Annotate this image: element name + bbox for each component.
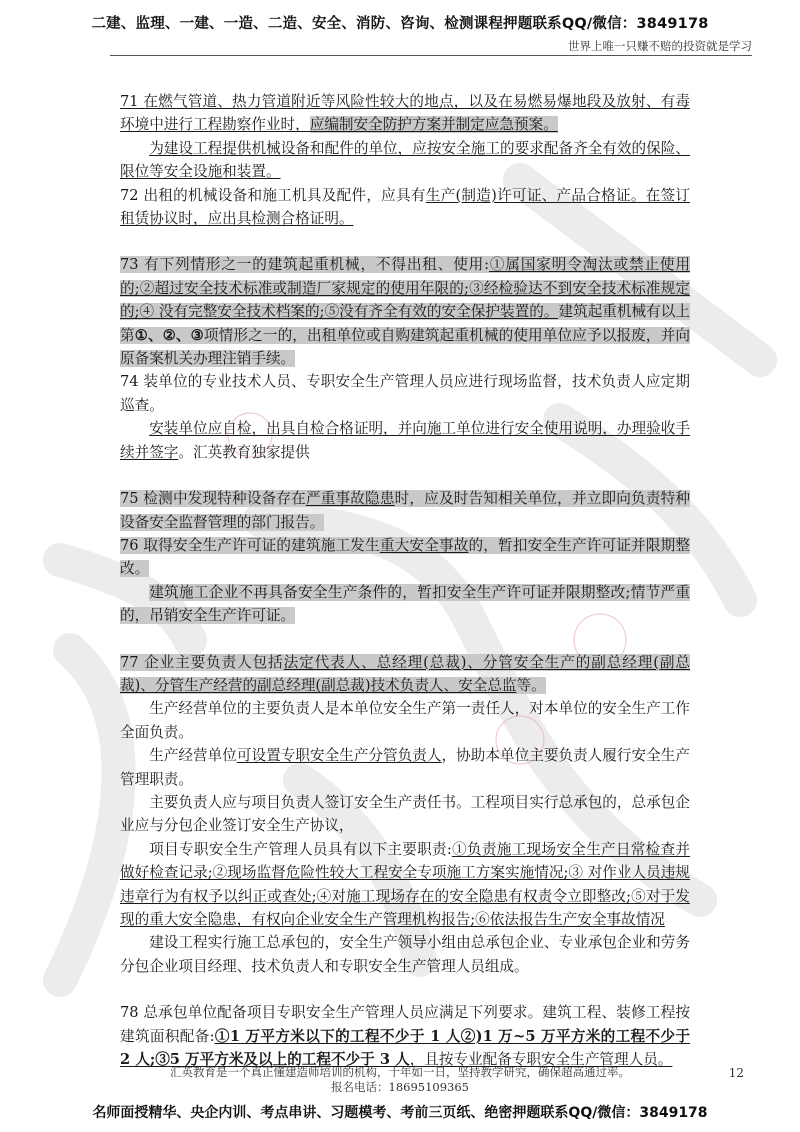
q75-tail: 时，应及时告知相关单位，并立即向负责特种设备安全监督管理的部门报告。 [120, 490, 690, 531]
footer-phone: 报名电话：18695109365 [331, 1080, 469, 1094]
page-number: 12 [728, 1066, 744, 1080]
q77-note-5: 建设工程实行施工总承包的，安全生产领导小组由总承包企业、专业承包企业和劳务分包企业项目经理、技术负责人和专职安全生产管理人员组成。 [120, 934, 690, 975]
q73-conditions: ①属国家明令淘汰或禁止使用的;②超过安全技术标准或制造厂家规定的使用年限的;③经检验达不到安全技术标准规定的;④ 没有完整安全技术档案的;⑤没有齐全有效的安全保护装置的。 [120, 256, 690, 321]
q78-tail: ，且按专业配备专职安全生产管理人员。 [409, 1051, 673, 1069]
q72-paragraph [120, 184, 690, 231]
q72-text: 72 出租的机械设备和施工机具及配件，应具有 [120, 186, 426, 204]
q77-text: 77 企业主要负责人包括 [120, 653, 284, 671]
q77-note-4-text: 项目专职安全生产管理人员具有以下主要职责: [149, 840, 452, 858]
q73-paragraph [120, 253, 690, 370]
q75-text: 75 检测中发现特种设备存在 [120, 490, 306, 508]
header-banner: 二建、监理、一建、一造、二造、安全、消防、咨询、检测课程押题联系QQ/微信：3849178 [91, 16, 709, 32]
header-slogan: 世界上唯一只赚不赔的投资就是学习 [568, 39, 752, 53]
q75-underline: 严重事故隐患 [305, 490, 395, 508]
q78-paragraph [120, 1001, 690, 1071]
q77-paragraph [120, 651, 690, 698]
q74-note-source: 。汇英教育独家提供 [178, 443, 310, 461]
q77-note-3: 主要负责人应与项目负责人签订安全生产责任书。工程项目实行总承包的，总承包企业应与分包企业签订安全生产协议， [120, 793, 690, 835]
q71-note [120, 137, 690, 184]
q78-text: 78 总承包单位配备项目专职安全生产管理人员应满足下列要求。建筑工程、装修工程按建筑面积配备: [120, 1004, 690, 1045]
q78-requirements: ①1 万平方米以下的工程不少于 1 人②)1 万~5 万平方米的工程不少于 2 人;③5 万平方米及以上的工程不少于 3 人 [120, 1027, 690, 1069]
q77-note-2 [120, 744, 690, 791]
q76-text: 76 取得安全生产许可证的建筑施工发生 [120, 536, 380, 554]
q73-tail: 项情形之一的，出租单位或自购建筑起重机械的使用单位应予以报废，并向原备案机关办理注销手续。 [120, 326, 690, 368]
q75-paragraph [120, 487, 690, 534]
q74-note [120, 417, 690, 464]
q71-text: 71 在燃气管道、热力管道附近等风险性较大的地点，以及在易燃易爆地段及放射、有毒环境中进行工程勘察作业时， [120, 93, 690, 134]
q71-highlight: 应编制安全防护方案并制定应急预案。 [309, 116, 558, 134]
q73-text: 73 有下列情形之一的建筑起重机械，不得出租、使用: [120, 256, 490, 274]
q71-note-text: 为建设工程提供机械设备和配件的单位，应按安全施工的要求配备齐全有效的保险、限位等安全设施和装置。 [120, 139, 690, 181]
footer-intro-text: 汇英教育是一个真正懂建造师培训的机构，十年如一日，坚持教学研究，确保超高通过率。 [170, 1065, 630, 1079]
q76-note-text: 建筑施工企业不再具备安全生产条件的，暂扣安全生产许可证并限期整改;情节严重的，吊销安全生产许可证。 [120, 583, 690, 625]
q73-rule: 建筑起重机械有以上第 [120, 303, 690, 344]
q77-underline: 法定代表人、总经理(总裁)、分管安全生产的副总经理(副总裁)、分管生产经营的副总经理(副总裁)技术负责人、安全总监 [120, 653, 690, 694]
q71-paragraph [120, 90, 690, 137]
q77-note-2-tail: ，协助本单位主要负责人履行安全生产管理职责。 [120, 747, 690, 788]
q73-items: ①、②、③ [134, 326, 204, 344]
q77-note-2-text: 生产经营单位 [149, 747, 237, 765]
header-divider [110, 55, 752, 56]
footer-banner: 名师面授精华、央企内训、考点串讲、习题模考、考前三页纸、绝密押题联系QQ/微信：3849178 [92, 1105, 708, 1121]
q77-note-2-underline: 可设置专职安全生产分管负责人 [236, 747, 442, 765]
q74-note-text: 安装单位应自检，出具自检合格证明，并向施工单位进行安全使用说明，办理验收手续并签字 [120, 420, 690, 461]
document-body [120, 90, 690, 1071]
q77-note-1: 生产经营单位的主要负责人是本单位安全生产第一责任人，对本单位的安全生产工作全面负责。 [120, 700, 690, 741]
q76-tail: 的，暂扣安全生产许可证并限期整改。 [120, 536, 690, 578]
q72-tail: 。在签订租赁协议时，应出具检测合格证明。 [120, 186, 690, 228]
q74-paragraph: 74 装单位的专业技术人员、专职安全生产管理人员应进行现场监督，技术负责人应定期巡查。 [120, 373, 690, 414]
q76-underline: 重大安全事故 [379, 536, 469, 554]
q72-underline: 生产(制造)许可证、产品合格证 [425, 186, 631, 204]
q77-note-4-duties: ①负责施工现场安全生产日常检查并做好检查记录;②现场监督危险性较大工程安全专项施工方案实施情况;③ 对作业人员违规违章行为有权予以纠正或查处;④对施工现场存在的安全隐患有权责令立即整改;⑤对于发现的重大安全隐患，有权向企业安全生产管理机构报告;⑥依法报告生产安全事故情况 [120, 840, 690, 928]
q77-tail: 等。 [516, 676, 546, 694]
q76-paragraph [120, 534, 690, 581]
q77-note-4 [120, 838, 690, 932]
q76-note [120, 581, 690, 628]
